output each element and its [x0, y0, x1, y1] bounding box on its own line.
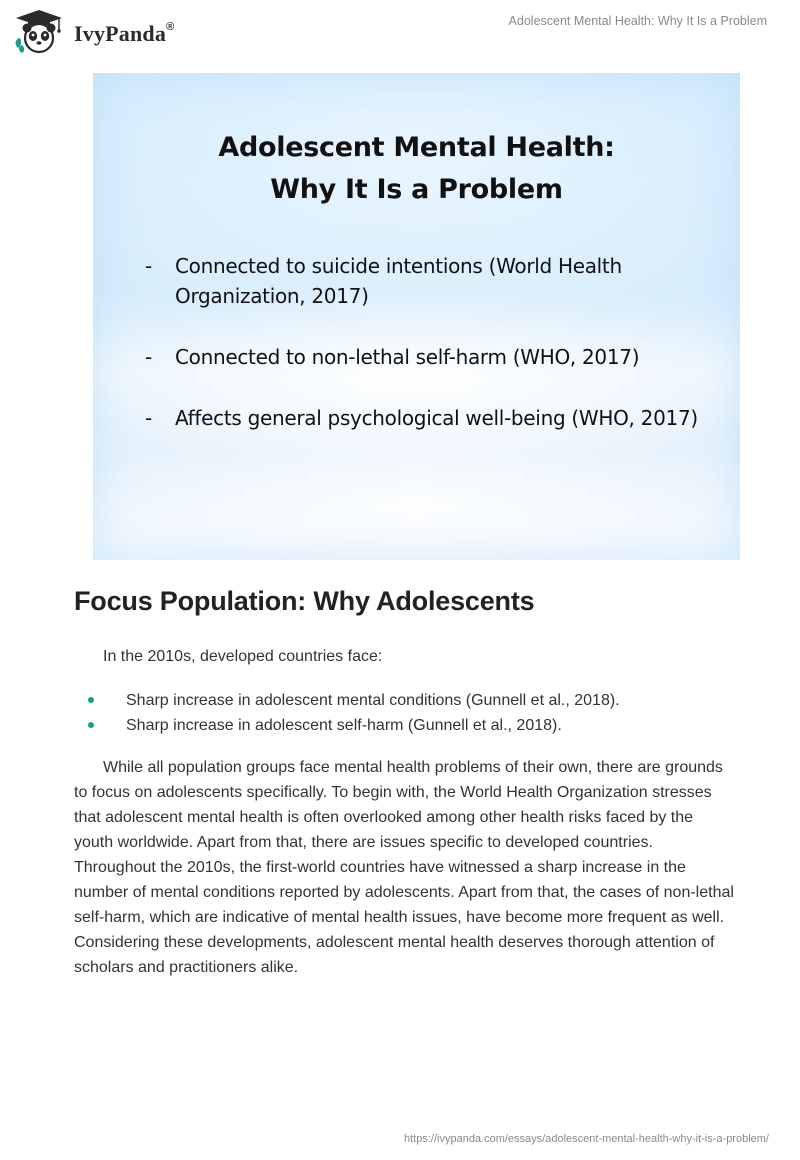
slide-bullet-item	[145, 403, 705, 433]
slide-bullet-text: Affects general psychological well-being (WHO, 2017)	[175, 406, 698, 430]
presentation-slide-image	[93, 73, 740, 560]
page-header	[0, 0, 800, 64]
ivypanda-logo[interactable]	[12, 8, 174, 56]
document-title: Adolescent Mental Health: Why It Is a Problem	[508, 14, 767, 28]
body-paragraph: While all population groups face mental health problems of their own, there are grounds to focus on adolescents specifically. To begin with, the World Health Organization stresses that adolescent mental health is often overlooked among other health risks faced by the youth worldwide. Apart from that, there are issues specific to developed countries. Throughout the 2010s, the first-world countries have witnessed a sharp increase in the number of mental conditions reported by adolescents. Apart from that, the cases of non-lethal self-harm, which are indicative of mental health issues, have become more frequent as well. Considering these developments, adolescent mental health deserves thorough attention of scholars and practitioners alike.	[74, 759, 734, 976]
list-item	[74, 688, 734, 713]
brand-name: IvyPanda®	[74, 20, 175, 46]
slide-bullet-item	[145, 342, 705, 372]
slide-bullet-text: Connected to non-lethal self-harm (WHO, 2017)	[175, 345, 640, 369]
panda-graduate-logo-icon	[12, 8, 66, 56]
bullet-dot-icon	[88, 697, 94, 703]
dash-bullet-icon: -	[145, 345, 152, 369]
slide-bullet-list	[145, 251, 705, 464]
bullet-list	[74, 688, 734, 738]
slide-bullet-text: Connected to suicide intentions (World Health Organization, 2017)	[175, 254, 622, 308]
list-item-text: Sharp increase in adolescent mental conditions (Gunnell et al., 2018).	[126, 692, 620, 709]
dash-bullet-icon: -	[145, 406, 152, 430]
list-item-text: Sharp increase in adolescent self-harm (Gunnell et al., 2018).	[126, 717, 562, 734]
slide-bullet-item	[145, 251, 705, 311]
source-url-link[interactable]: https://ivypanda.com/essays/adolescent-mental-health-why-it-is-a-problem/	[404, 1133, 769, 1145]
slide-title-line-2: Why It Is a Problem	[270, 174, 563, 205]
list-item	[74, 713, 734, 738]
bullet-dot-icon	[88, 722, 94, 728]
slide-title-line-1: Adolescent Mental Health:	[218, 132, 615, 163]
intro-text: In the 2010s, developed countries face:	[103, 648, 383, 665]
section-heading: Focus Population: Why Adolescents	[74, 586, 535, 616]
dash-bullet-icon: -	[145, 254, 152, 278]
slide-title	[93, 127, 740, 211]
